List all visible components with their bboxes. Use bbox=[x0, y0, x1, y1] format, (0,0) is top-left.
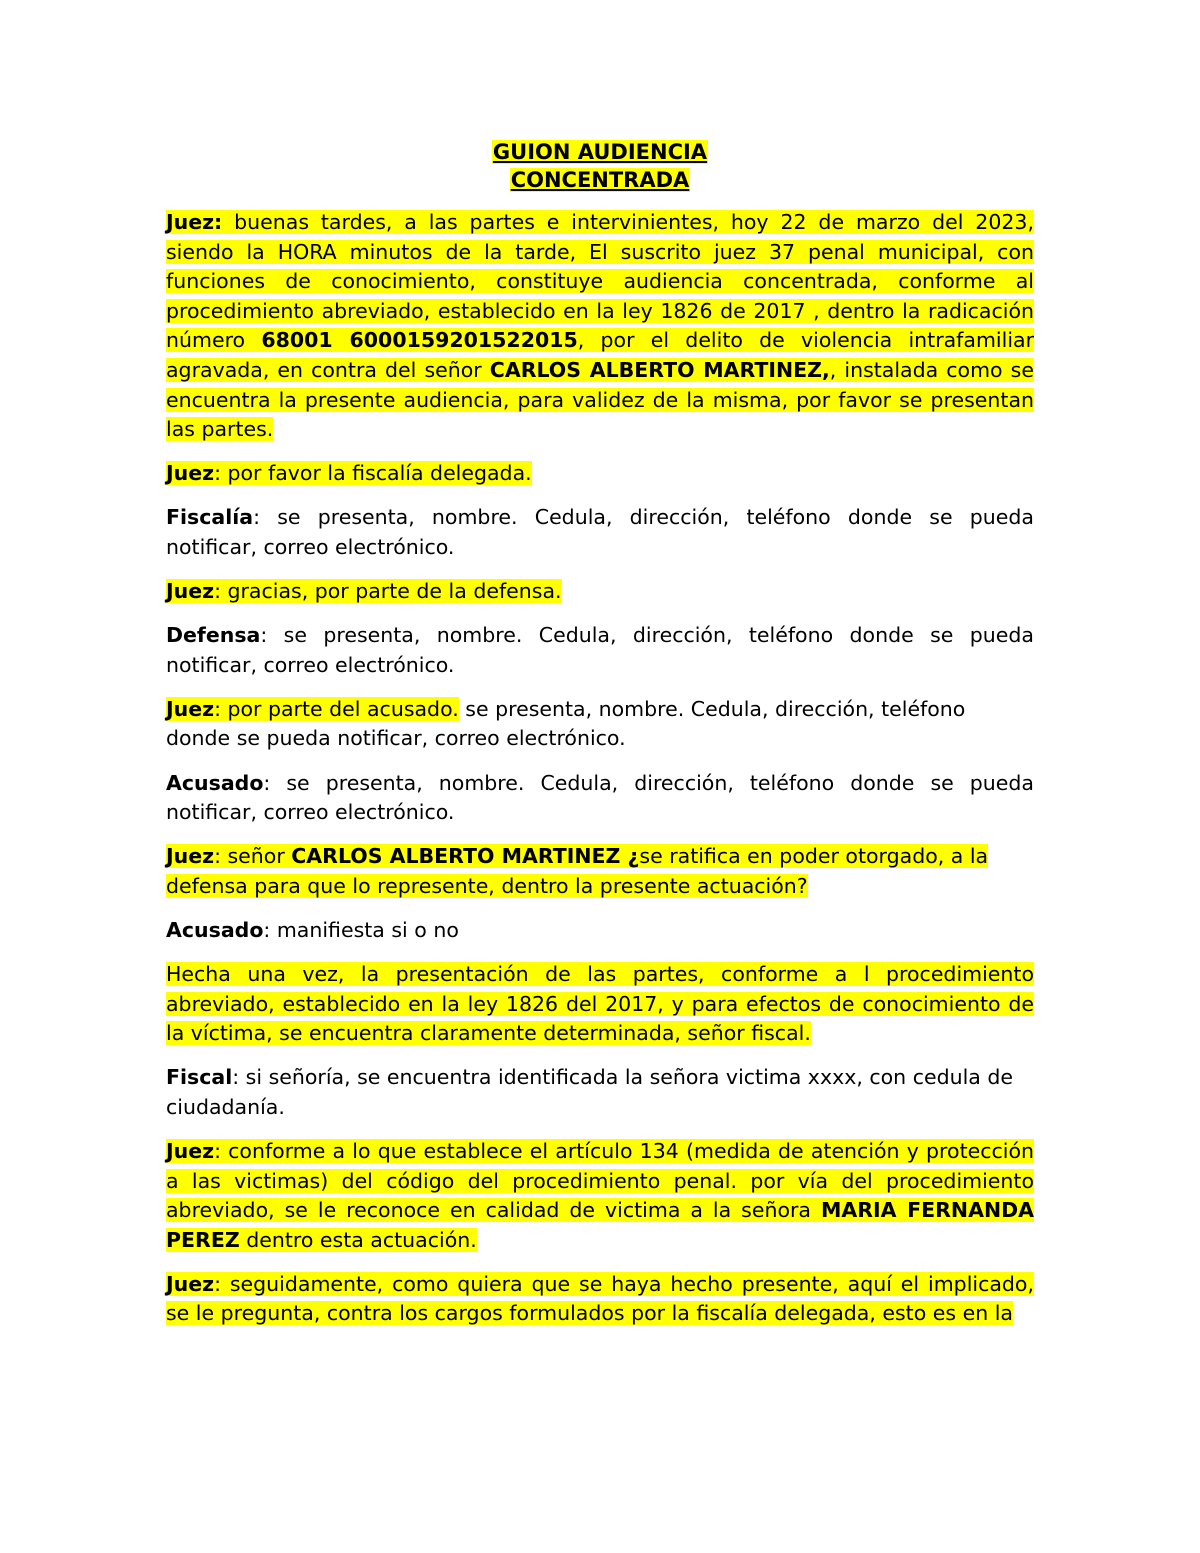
speaker-label: Juez bbox=[166, 579, 215, 604]
title-line-2: CONCENTRADA bbox=[510, 168, 690, 192]
title-line-1: GUION AUDIENCIA bbox=[492, 140, 708, 164]
paragraph-text: : gracias, por parte de la defensa. bbox=[214, 579, 562, 604]
paragraph-text: se ratifica en poder otorgado, a la defensa para que lo represente, dentro la presente actuación? bbox=[166, 844, 989, 898]
paragraph-text: : por favor la fiscalía delegada. bbox=[214, 461, 532, 486]
paragraph-victim-determination bbox=[166, 960, 1034, 1049]
paragraph-highlight bbox=[166, 697, 459, 721]
paragraph-judge-charges bbox=[166, 1270, 1034, 1329]
speaker-label: Juez bbox=[166, 1271, 215, 1296]
paragraph-highlight bbox=[166, 579, 562, 603]
speaker-label: Juez bbox=[166, 461, 215, 486]
paragraph-text: buenas tardes, a las partes e intervinientes, hoy 22 de marzo del 2023, siendo la HORA minutos de la tarde, El suscrito juez 37 penal municipal, con funciones de conocimiento, constituye audiencia concentrada, conforme al procedimiento abreviado, establecido en la ley 1826 de 2017 , dentro la radicación número bbox=[166, 210, 1034, 353]
paragraph-text: : manifiesta si o no bbox=[263, 917, 459, 942]
paragraph-prosecutor bbox=[166, 503, 1034, 562]
paragraph-text: , instalada como se encuentra la presente audiencia, para validez de la misma, por favor se presentan las partes. bbox=[166, 357, 1034, 442]
paragraph-text: : por parte del acusado. bbox=[214, 696, 459, 721]
paragraph-text: , por el delito de violencia intrafamiliar agravada, en contra del señor bbox=[166, 328, 1035, 382]
victim-name: MARIA FERNANDA PEREZ bbox=[166, 1198, 1034, 1252]
speaker-label: Fiscal bbox=[166, 1065, 233, 1090]
paragraph-highlight bbox=[166, 210, 1034, 441]
paragraph-judge-victim-recognition bbox=[166, 1137, 1034, 1255]
paragraph-text: : señor bbox=[214, 844, 292, 869]
paragraph-text: : si señoría, se encuentra identificada la señora victima xxxx, con cedula de ciudadanía. bbox=[166, 1065, 1013, 1119]
paragraph-text: : conforme a lo que establece el artículo 134 (medida de atención y protección a las victimas) del código del procedimiento penal. por vía del procedimiento abreviado, se le reconoce en calidad de victima a la señora bbox=[166, 1138, 1034, 1223]
paragraph-text: : se presenta, nombre. Cedula, dirección, teléfono donde se pueda notificar, correo electrónico. bbox=[166, 623, 1034, 677]
speaker-label: Acusado bbox=[166, 770, 264, 795]
speaker-label: Juez bbox=[166, 844, 215, 869]
paragraph-judge-accused bbox=[166, 695, 1034, 754]
speaker-label: Acusado bbox=[166, 917, 264, 942]
paragraph-highlight bbox=[166, 844, 988, 898]
paragraph-judge-opening bbox=[166, 208, 1034, 445]
speaker-label: Juez bbox=[166, 696, 215, 721]
speaker-label: Juez bbox=[166, 1138, 215, 1163]
paragraph-highlight bbox=[166, 1272, 1034, 1326]
paragraph-prosecutor-victim bbox=[166, 1063, 1034, 1122]
paragraph-text: : seguidamente, como quiera que se haya hecho presente, aquí el implicado, se le pregunta, contra los cargos formulados por la fiscalía delegada, esto es en la bbox=[166, 1271, 1034, 1326]
speaker-label: Juez: bbox=[166, 210, 223, 234]
speaker-label: Defensa bbox=[166, 623, 261, 648]
paragraph-judge-prosecutor bbox=[166, 459, 1034, 489]
speaker-label: Fiscalía bbox=[166, 505, 254, 530]
paragraph-text: : se presenta, nombre. Cedula, dirección, teléfono donde se pueda notificar, correo electrónico. bbox=[166, 770, 1034, 825]
accused-name: CARLOS ALBERTO MARTINEZ, bbox=[489, 357, 830, 382]
paragraph-judge-ratify bbox=[166, 842, 1034, 901]
paragraph-highlight bbox=[166, 1139, 1034, 1252]
paragraph-text: dentro esta actuación. bbox=[239, 1227, 477, 1252]
document-body bbox=[166, 208, 1034, 1344]
paragraph-accused-answer bbox=[166, 916, 1034, 946]
paragraph-accused bbox=[166, 769, 1034, 828]
paragraph-text: se presenta, nombre. Cedula, dirección, teléfono donde se pueda notificar, correo electrónico. bbox=[166, 696, 966, 751]
case-number: 68001 6000159201522015 bbox=[261, 328, 578, 353]
paragraph-text: : se presenta, nombre. Cedula, dirección, teléfono donde se pueda notificar, correo electrónico. bbox=[166, 505, 1034, 559]
paragraph-judge-defense bbox=[166, 577, 1034, 607]
accused-name: CARLOS ALBERTO MARTINEZ ¿ bbox=[291, 844, 640, 869]
paragraph-text: Hecha una vez, la presentación de las partes, conforme a l procedimiento abreviado, establecido en la ley 1826 del 2017, y para efectos de conocimiento de la víctima, se encuentra claramente determinada, señor fiscal. bbox=[166, 961, 1034, 1046]
paragraph-defense bbox=[166, 621, 1034, 680]
paragraph-highlight bbox=[166, 461, 532, 485]
document-title bbox=[0, 138, 1200, 194]
